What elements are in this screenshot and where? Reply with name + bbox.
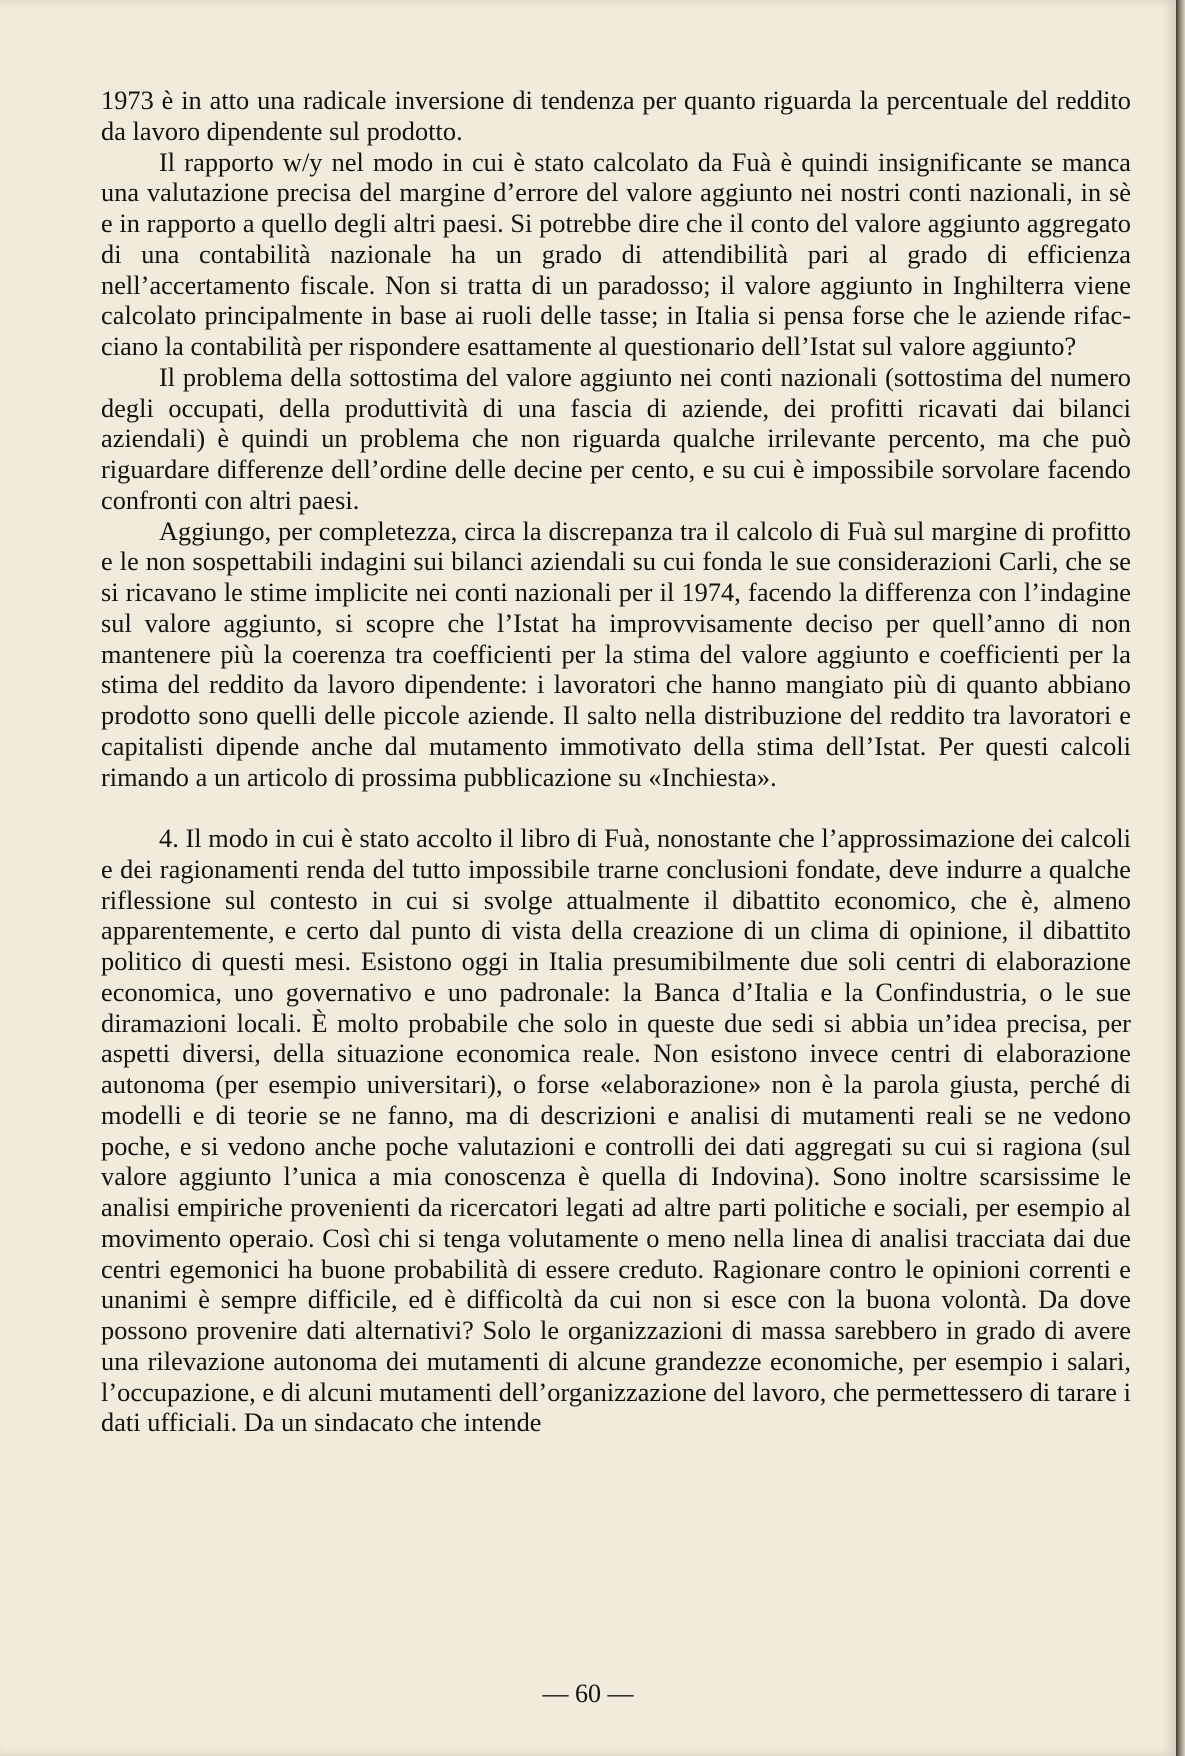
page-number: — 60 — — [542, 1679, 634, 1708]
paragraph: Il problema della sottostima del valore aggiunto nei conti nazionali (sottostima del numero degli occupati, della produttività di una fascia di aziende, dei profitti ricavati dai bilanci aziendali) è quindi un problema che non riguarda qualche irrilevante percento, ma che può riguardare differenze dell’ordine delle decine per cento, e su cui è impossibile sorvolare facendo confronti con altri paesi. — [101, 362, 1131, 515]
paragraph: Aggiungo, per completezza, circa la discrepanza tra il calcolo di Fuà sul margine di profitto e le non sospettabili indagini sui bilanci aziendali su cui fonda le sue considerazioni Carli, che se si ricavano le stime implicite nei conti nazionali per il 1974, facendo la differenza con l’indagine sul valore aggiunto, si scopre che l’Istat ha improvvisamente deciso per quell’anno di non mantenere più la coerenza tra coefficienti per la stima del valore aggiunto e coefficienti per la stima del reddito da lavoro dipendente: i lavoratori che hanno mangiato più di quanto abbiano prodotto sono quelli delle piccole aziende. Il salto nella distribuzione del reddito tra lavoratori e capitalisti dipende anche dal mutamento immotivato della stima dell’Istat. Per questi calcoli rimando a un articolo di prossima pubblicazione su «Inchiesta». — [101, 516, 1131, 792]
page-edge-shadow — [1176, 0, 1185, 1756]
body-text — [101, 86, 1131, 1439]
paragraph: Il rapporto w/y nel modo in cui è stato calcolato da Fuà è quindi insignificante se manca una valutazione precisa del margine d’errore del valore aggiunto nei nostri conti nazionali, in sè e in rapporto a quello degli altri paesi. Si potrebbe dire che il conto del valore aggiunto aggregato di una contabilità nazionale ha un grado di attendibilità pari al grado di efficienza nell’accertamento fiscale. Non si tratta di un paradosso; il valore aggiunto in Inghilterra viene calcolato principalmente in base ai ruoli delle tasse; in Italia si pensa forse che le aziende rifacciano la contabilità per rispondere esattamente al questionario dell’Istat sul valore aggiunto? — [101, 147, 1131, 361]
paragraph-continuation: 1973 è in atto una radicale inversione di tendenza per quanto riguarda la percentuale del reddito da lavoro dipendente sul prodotto. — [101, 86, 1131, 146]
section-4-paragraph: 4. Il modo in cui è stato accolto il libro di Fuà, nonostante che l’approssimazione dei calcoli e dei ragionamenti renda del tutto impossibile trarne conclusioni fondate, deve indurre a qualche riflessione sul contesto in cui si svolge attualmente il dibattito economico, che è, almeno apparentemente, e certo dal punto di vista della creazione di un clima di opinione, il dibattito politico di questi mesi. Esistono oggi in Italia presumibilmente due soli centri di elaborazione economica, uno governativo e uno padronale: la Banca d’Italia e la Confindustria, o le sue diramazioni locali. È molto probabile che solo in queste due sedi si abbia un’idea precisa, per aspetti diversi, della situazione economica reale. Non esistono invece centri di elaborazione autonoma (per esempio universitari), o forse «elaborazione» non è la parola giusta, perché di modelli e di teorie se ne fanno, ma di descrizioni e analisi di mutamenti reali se ne vedono poche, e si vedono anche poche valutazioni e controlli dei dati aggregati su cui si ragiona (sul valore aggiunto l’unica a mia conoscenza è quella di Indovina). Sono inoltre scarsissime le analisi empiriche provenienti da ricercatori legati ad altre parti politiche e sociali, per esempio al movimento operaio. Così chi si tenga volutamente o meno nella linea di analisi tracciata dai due centri egemonici ha buone probabilità di essere creduto. Ragionare contro le opinioni correnti e unanimi è sempre difficile, ed è difficoltà da cui non si esce con la buona volontà. Da dove possono provenire dati alternativi? Solo le organizzazioni di massa sarebbero in grado di avere una rilevazione autonoma dei mutamenti di alcune grandezze economiche, per esempio i salari, l’occupazione, e di alcuni mutamenti dell’organizzazione del lavoro, che permettessero di tarare i dati ufficiali. Da un sindacato che intende — [101, 824, 1131, 1438]
